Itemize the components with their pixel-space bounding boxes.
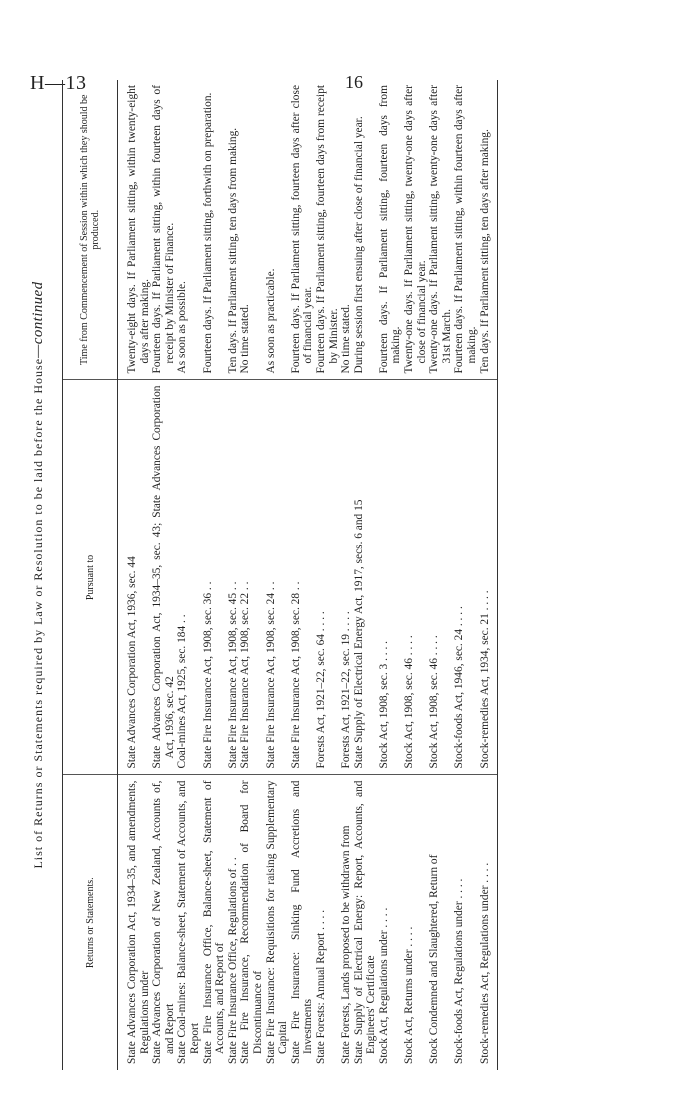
table-row [479, 80, 498, 1070]
title-continued: —continued [30, 281, 46, 358]
cell-returns: State Forests: Annual Report . . . . [314, 909, 327, 1064]
table-row [428, 80, 453, 1070]
title-text: List of Returns or Statements required by Law or Resolution to be laid before the House [31, 357, 45, 869]
cell-pursuant: State Advances Corporation Act, 1936, sec. 44 [118, 380, 152, 775]
table-row [239, 80, 264, 1070]
cell-returns: State Fire Insurance Office, Regulations of . . [226, 857, 239, 1064]
cell-pursuant: Stock-remedies Act, 1934, sec. 21 . . . . [479, 380, 498, 775]
rotated-page-content [30, 80, 650, 1070]
table-body [118, 80, 498, 1070]
document-code: H—13 [30, 72, 87, 94]
cell-returns: State Coal-mines: Balance-sheet, Statement of Accounts, and Report [176, 780, 201, 1064]
cell-pursuant: Stock-foods Act, 1946, sec. 24 . . . . [453, 380, 478, 775]
cell-time: No time stated. [340, 80, 353, 380]
cell-time: Ten days. If Parliament sitting, ten days from making. [227, 80, 240, 380]
cell-time: As soon as possible. [176, 80, 201, 380]
column-header-returns: Returns or Statements. [63, 775, 118, 1070]
cell-time: Ten days. If Parliament sitting, ten days after making. [479, 80, 498, 380]
cell-returns: Stock Act, Regulations under . . . . [377, 907, 390, 1064]
cell-returns: State Fire Insurance: Sinking Fund Accretions and Investments [289, 780, 315, 1064]
page-number: 16 [345, 72, 363, 92]
cell-time: Fourteen days. If Parliament sitting, fourteen days after close of financial year. [290, 80, 315, 380]
cell-pursuant: Coal-mines Act, 1925, sec. 184 . . [176, 380, 201, 775]
cell-returns: State Fire Insurance Office, Balance-sheet, Statement of Accounts, and Report of [201, 780, 227, 1064]
cell-time: Twenty-one days. If Parliament sitting, twenty-one days after 31st March. [428, 80, 453, 380]
table-row [227, 80, 240, 1070]
cell-time: During session first ensuing after close of financial year. [353, 80, 378, 380]
returns-table [62, 80, 498, 1070]
table-row [202, 80, 227, 1070]
cell-returns: State Supply of Electrical Energy: Report, Accounts, and Engineers' Certificate [352, 780, 378, 1064]
table-row [353, 80, 378, 1070]
table-row [453, 80, 478, 1070]
cell-pursuant: State Supply of Electrical Energy Act, 1917, secs. 6 and 15 [353, 380, 378, 775]
cell-pursuant: State Fire Insurance Act, 1908, sec. 22 . . [239, 380, 264, 775]
cell-pursuant: State Advances Corporation Act, 1934–35, sec. 43; State Advances Corporation Act, 1936, sec. 42 [151, 380, 176, 775]
table-header-row [63, 80, 118, 1070]
table-row [403, 80, 428, 1070]
cell-returns: State Advances Corporation of New Zealand, Accounts of, and Report [151, 780, 176, 1064]
cell-pursuant: Stock Act, 1908, sec. 3 . . . . [378, 380, 403, 775]
cell-time: As soon as practicable. [265, 80, 290, 380]
cell-time: Twenty-one days. If Parliament sitting, twenty-one days after close of financial year. [403, 80, 428, 380]
table-row [118, 80, 152, 1070]
cell-returns: Stock Condemned and Slaughtered, Return of [428, 854, 441, 1064]
cell-time: No time stated. [239, 80, 264, 380]
table-row [378, 80, 403, 1070]
table-row [315, 80, 340, 1070]
cell-pursuant: State Fire Insurance Act, 1908, sec. 24 . . [265, 380, 290, 775]
table-row [290, 80, 315, 1070]
cell-returns: State Advances Corporation Act, 1934–35, and amendments, Regulations under [126, 780, 151, 1064]
cell-returns: Stock-foods Act, Regulations under . . . . [453, 878, 466, 1064]
cell-pursuant: State Fire Insurance Act, 1908, sec. 36 . . [202, 380, 227, 775]
cell-time: Fourteen days. If Parliament sitting, within fourteen days of receipt by Minister of Finance. [151, 80, 176, 380]
table-row [340, 80, 353, 1070]
cell-returns: Stock Act, Returns under . . . . [403, 926, 416, 1064]
cell-pursuant: State Fire Insurance Act, 1908, sec. 45 . . [227, 380, 240, 775]
cell-returns: Stock-remedies Act, Regulations under . . . . [479, 775, 498, 1070]
cell-pursuant: Stock Act, 1908, sec. 46 . . . . [428, 380, 453, 775]
cell-pursuant: Forests Act, 1921–22, sec. 19 . . . . [340, 380, 353, 775]
cell-returns: State Fire Insurance: Requisitions for raising Supplementary Capital [264, 780, 290, 1064]
cell-time: Fourteen days. If Parliament sitting, forthwith on preparation. [202, 80, 227, 380]
page-title [30, 80, 60, 1070]
column-header-time: Time from Commencement of Session within which they should be produced. [63, 80, 118, 380]
cell-pursuant: Forests Act, 1921–22, sec. 64 . . . . [315, 380, 340, 775]
cell-time: Fourteen days. If Parliament sitting, within fourteen days after making. [453, 80, 478, 380]
cell-returns: State Fire Insurance, Recommendation of Board for Discontinuance of [239, 780, 264, 1064]
cell-time: Fourteen days. If Parliament sitting, fourteen days from making. [378, 80, 403, 380]
cell-returns: State Forests, Lands proposed to be withdrawn from [340, 825, 353, 1064]
table-row [176, 80, 201, 1070]
cell-pursuant: State Fire Insurance Act, 1908, sec. 28 . . [290, 380, 315, 775]
column-header-pursuant: Pursuant to [63, 380, 118, 775]
table-row [151, 80, 176, 1070]
cell-time: Twenty-eight days. If Parliament sitting, within twenty-eight days after making. [118, 80, 152, 380]
cell-time: Fourteen days. If Parliament sitting, fourteen days from receipt by Minister. [315, 80, 340, 380]
cell-pursuant: Stock Act, 1908, sec. 46 . . . . [403, 380, 428, 775]
table-row [265, 80, 290, 1070]
